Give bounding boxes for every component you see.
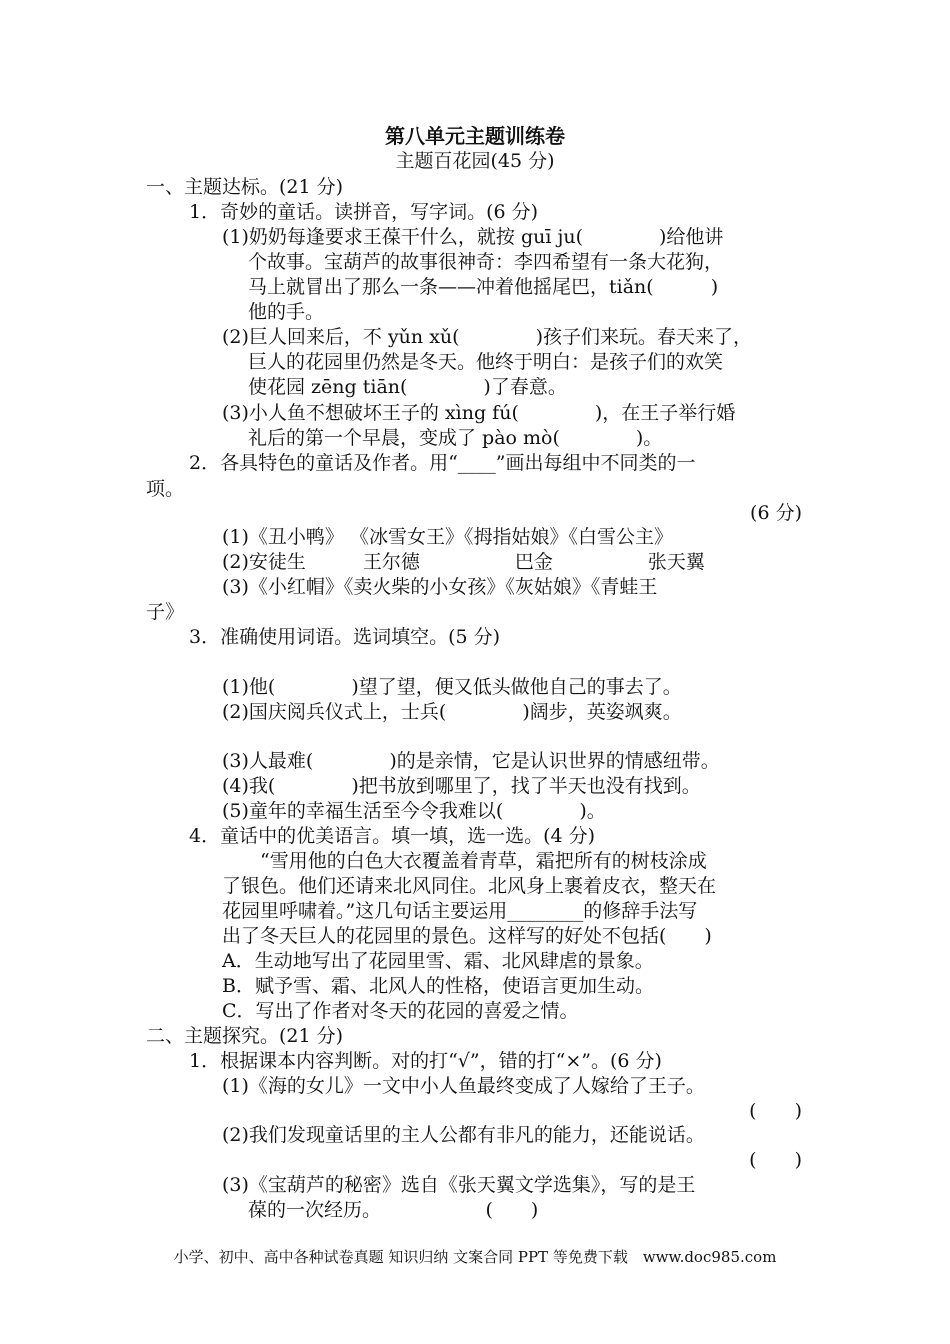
answer-bracket: ( ) (749, 1149, 802, 1171)
question-text: 葆的一次经历。 ( ) (248, 1199, 539, 1221)
score-label: (6 分) (750, 502, 802, 524)
passage-text: 了银色。他们还请来北风同住。北风身上裹着皮衣，整天在 (222, 875, 717, 897)
question-text: 使花园 zēng tiān( )了春意。 (248, 376, 567, 398)
question-text: 子》 (146, 601, 185, 623)
question-text: (3)《宝葫芦的秘密》选自《张天翼文学选集》，写的是王 (222, 1174, 696, 1196)
question-text: 马上就冒出了那么一条——冲着他摇尾巴，tiǎn( ) (248, 276, 719, 298)
page-subtitle: 主题百花园(45 分) (395, 150, 555, 172)
question-heading: 4．童话中的优美语言。填一填，选一选。(4 分) (189, 825, 596, 847)
question-heading: 2．各具特色的童话及作者。用“____”画出每组中不同类的一 (189, 452, 696, 474)
question-text: 项。 (146, 478, 185, 500)
question-text: (1)《海的女儿》一文中小人鱼最终变成了人嫁给了王子。 (222, 1075, 705, 1097)
question-text: (4)我( )把书放到哪里了，找了半天也没有找到。 (222, 775, 701, 797)
passage-text: 出了冬天巨人的花园里的景色。这样写的好处不包括( ) (222, 925, 712, 947)
question-text: (3)《小红帽》《卖火柴的小女孩》《灰姑娘》《青蛙王 (222, 576, 658, 598)
question-text: (5)童年的幸福生活至今令我难以( )。 (222, 800, 606, 822)
section-heading: 一、主题达标。(21 分) (146, 176, 344, 198)
question-heading: 1．根据课本内容判断。对的打“√”，错的打“×”。(6 分) (189, 1050, 662, 1072)
question-text: (3)人最难( )的是亲情，它是认识世界的情感纽带。 (222, 750, 720, 772)
question-text: 他的手。 (248, 301, 325, 323)
question-text: (3)小人鱼不想破坏王子的 xìng fú( )，在王子举行婚 (222, 402, 736, 424)
question-text: (2)安徒生 王尔德 巴金 张天翼 (222, 551, 705, 573)
question-text: 巨人的花园里仍然是冬天。他终于明白：是孩子们的欢笑 (248, 351, 724, 373)
option-a: A．生动地写出了花园里雪、霜、北风肆虐的景象。 (222, 950, 654, 972)
question-text: 礼后的第一个早晨，变成了 pào mò( )。 (248, 427, 663, 449)
question-text: (1)《丑小鸭》 《冰雪女王》《拇指姑娘》《白雪公主》 (222, 526, 673, 548)
question-heading: 1．奇妙的童话。读拼音，写字词。(6 分) (189, 201, 539, 223)
question-text: (1)他( )望了望，便又低头做他自己的事去了。 (222, 676, 682, 698)
section-heading: 二、主题探究。(21 分) (146, 1025, 344, 1047)
question-text: 个故事。宝葫芦的故事很神奇：李四希望有一条大花狗， (248, 251, 724, 273)
passage-text: “雪用他的白色大衣覆盖着青草，霜把所有的树枝涂成 (260, 850, 707, 872)
passage-text: 花园里呼啸着。”这几句话主要运用________的修辞手法写 (222, 900, 698, 922)
question-text: (1)奶奶每逢要求王葆干什么，就按 guī ju( )给他讲 (222, 226, 724, 248)
footer-text: 小学、初中、高中各种试卷真题 知识归纳 文案合同 PPT 等免费下载 www.doc985.com (173, 1248, 777, 1266)
answer-bracket: ( ) (749, 1100, 802, 1122)
option-b: B．赋予雪、霜、北风人的性格，使语言更加生动。 (222, 975, 654, 997)
option-c: C．写出了作者对冬天的花园的喜爱之情。 (222, 1000, 579, 1022)
question-text: (2)巨人回来后，不 yǔn xǔ( )孩子们来玩。春天来了， (222, 326, 752, 348)
question-heading: 3．准确使用词语。选词填空。(5 分) (189, 626, 501, 648)
question-text: (2)我们发现童话里的主人公都有非凡的能力，还能说话。 (222, 1124, 705, 1146)
page-title: 第八单元主题训练卷 (385, 124, 565, 148)
question-text: (2)国庆阅兵仪式上，士兵( )阔步，英姿飒爽。 (222, 701, 682, 723)
